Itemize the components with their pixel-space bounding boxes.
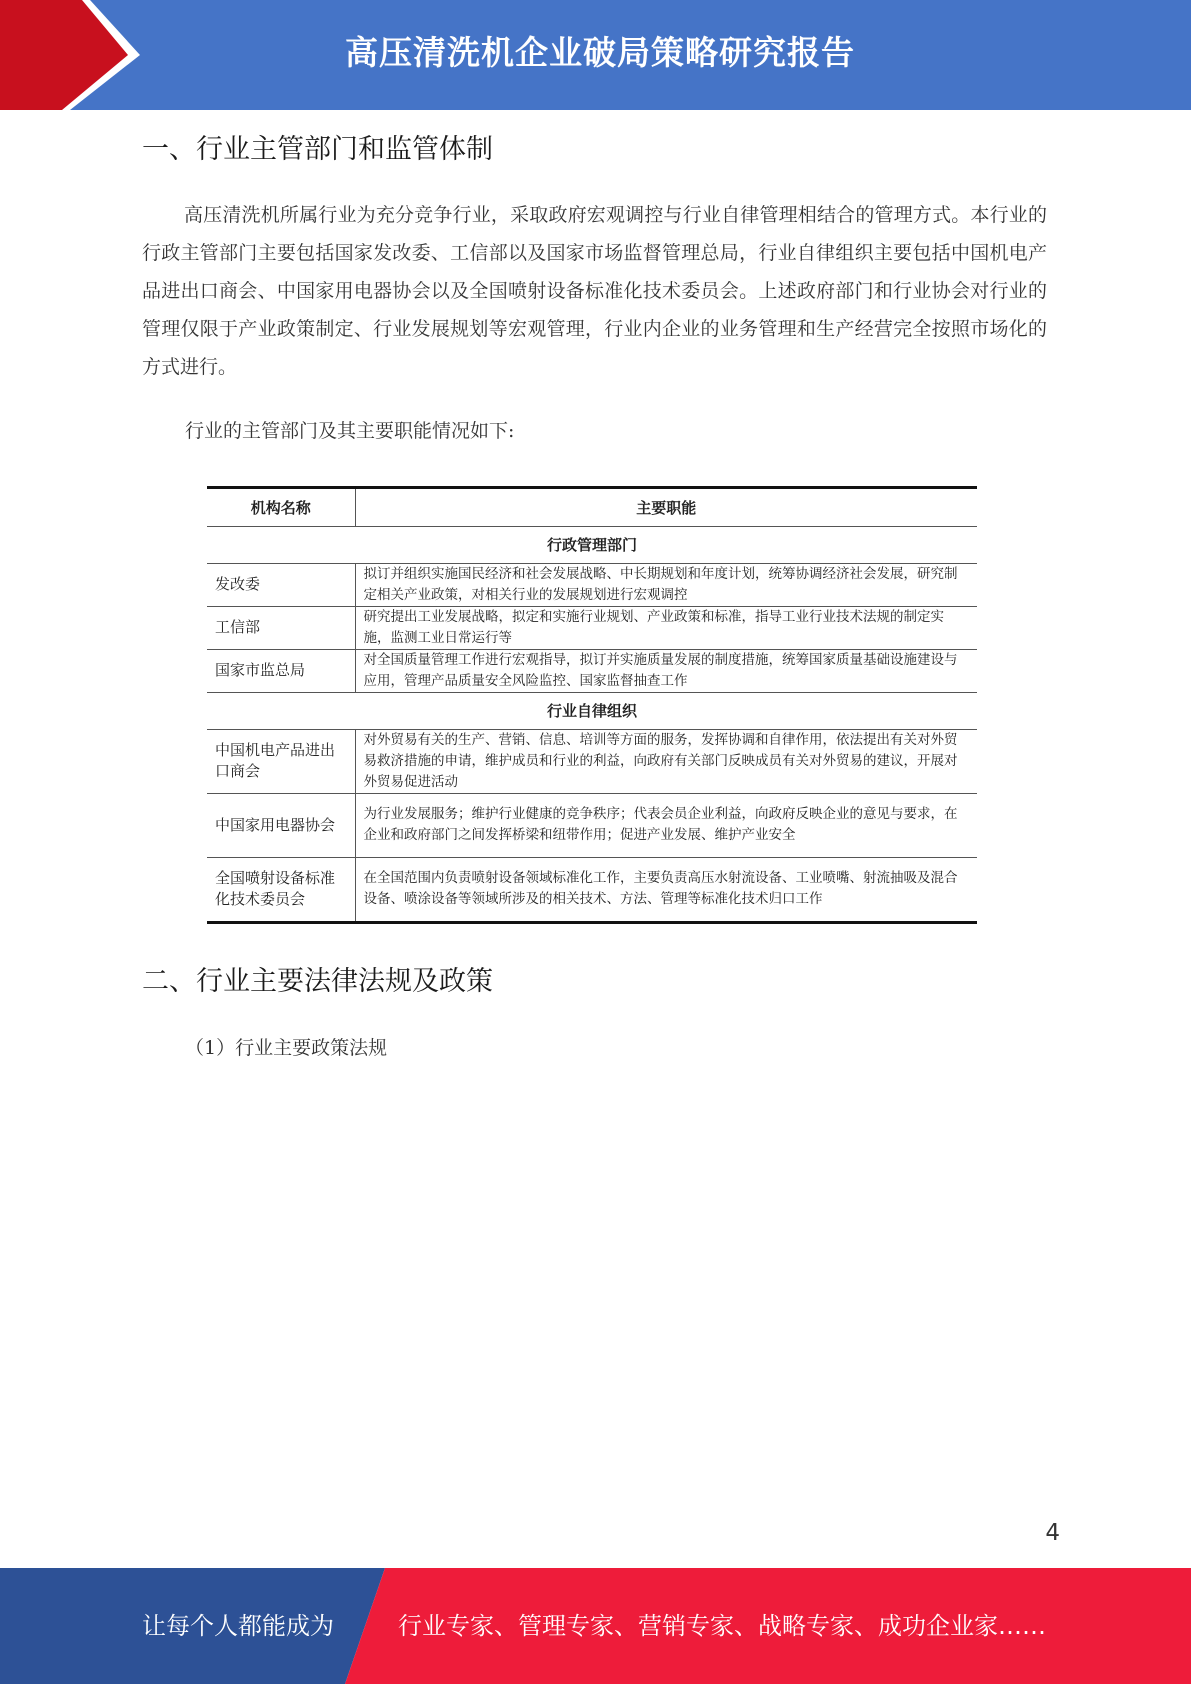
page-number: 4 bbox=[1045, 1520, 1060, 1546]
table-lead-text: 行业的主管部门及其主要职能情况如下: bbox=[185, 420, 515, 442]
authorities-table bbox=[207, 486, 977, 924]
table-row bbox=[207, 649, 977, 692]
table-row bbox=[207, 729, 977, 793]
footer-slogan-left: 让每个人都能成为 bbox=[142, 1612, 334, 1640]
footer-slogan-right: 行业专家、管理专家、营销专家、战略专家、成功企业家…… bbox=[398, 1612, 1046, 1640]
org-name: 中国机电产品进出口商会 bbox=[207, 729, 355, 793]
column-header-name: 机构名称 bbox=[207, 489, 355, 526]
subsection-title-policies: （1）行业主要政策法规 bbox=[185, 1037, 388, 1059]
org-duty: 对全国质量管理工作进行宏观指导，拟订并实施质量发展的制度措施，统筹国家质量基础设施建设与应用，管理产品质量安全风险监控、国家监督抽查工作 bbox=[355, 649, 977, 692]
table-row bbox=[207, 793, 977, 857]
page-header bbox=[0, 0, 1191, 110]
section-heading-laws: 二、行业主要法律法规及政策 bbox=[142, 966, 493, 997]
report-title: 高压清洗机企业破局策略研究报告 bbox=[345, 33, 855, 72]
org-duty: 为行业发展服务；维护行业健康的竞争秩序；代表会员企业利益，向政府反映企业的意见与要求，在企业和政府部门之间发挥桥梁和纽带作用；促进产业发展、维护产业安全 bbox=[355, 793, 977, 857]
page-footer bbox=[0, 1568, 1191, 1684]
table-row bbox=[207, 563, 977, 606]
org-name: 国家市监总局 bbox=[207, 649, 355, 692]
org-duty: 研究提出工业发展战略，拟定和实施行业规划、产业政策和标准，指导工业行业技术法规的制定实施，监测工业日常运行等 bbox=[355, 606, 977, 649]
org-duty: 对外贸易有关的生产、营销、信息、培训等方面的服务，发挥协调和自律作用，依法提出有关对外贸易救济措施的申请，维护成员和行业的利益，向政府有关部门反映成员有关对外贸易的建议，开展对外贸易促进活动 bbox=[355, 729, 977, 793]
org-name: 全国喷射设备标准化技术委员会 bbox=[207, 857, 355, 921]
org-name: 工信部 bbox=[207, 606, 355, 649]
table-group-row bbox=[207, 526, 977, 563]
group-label-administrative: 行政管理部门 bbox=[207, 526, 977, 563]
org-duty: 在全国范围内负责喷射设备领域标准化工作，主要负责高压水射流设备、工业喷嘴、射流抽吸及混合设备、喷涂设备等领域所涉及的相关技术、方法、管理等标准化技术归口工作 bbox=[363, 870, 958, 908]
org-duty: 拟订并组织实施国民经济和社会发展战略、中长期规划和年度计划，统筹协调经济社会发展，研究制定相关产业政策，对相关行业的发展规划进行宏观调控 bbox=[355, 563, 977, 606]
org-name: 发改委 bbox=[207, 563, 355, 606]
table-group-row bbox=[207, 692, 977, 729]
header-arrow-decoration bbox=[0, 0, 150, 110]
table-row bbox=[207, 857, 977, 921]
group-label-self-regulatory: 行业自律组织 bbox=[207, 692, 977, 729]
regulation-paragraph: 高压清洗机所属行业为充分竞争行业，采取政府宏观调控与行业自律管理相结合的管理方式。本行业的行政主管部门主要包括国家发改委、工信部以及国家市场监督管理总局，行业自律组织主要包括中国机电产品进出口商会、中国家用电器协会以及全国喷射设备标准化技术委员会。上述政府部门和行业协会对行业的管理仅限于产业政策制定、行业发展规划等宏观管理，行业内企业的业务管理和生产经营完全按照市场化的方式进行。 bbox=[142, 204, 1047, 378]
org-name: 中国家用电器协会 bbox=[207, 793, 355, 857]
column-header-duty: 主要职能 bbox=[355, 489, 977, 526]
section-heading-regulation: 一、行业主管部门和监管体制 bbox=[142, 134, 493, 165]
table-row bbox=[207, 606, 977, 649]
table-header-row bbox=[207, 489, 977, 526]
